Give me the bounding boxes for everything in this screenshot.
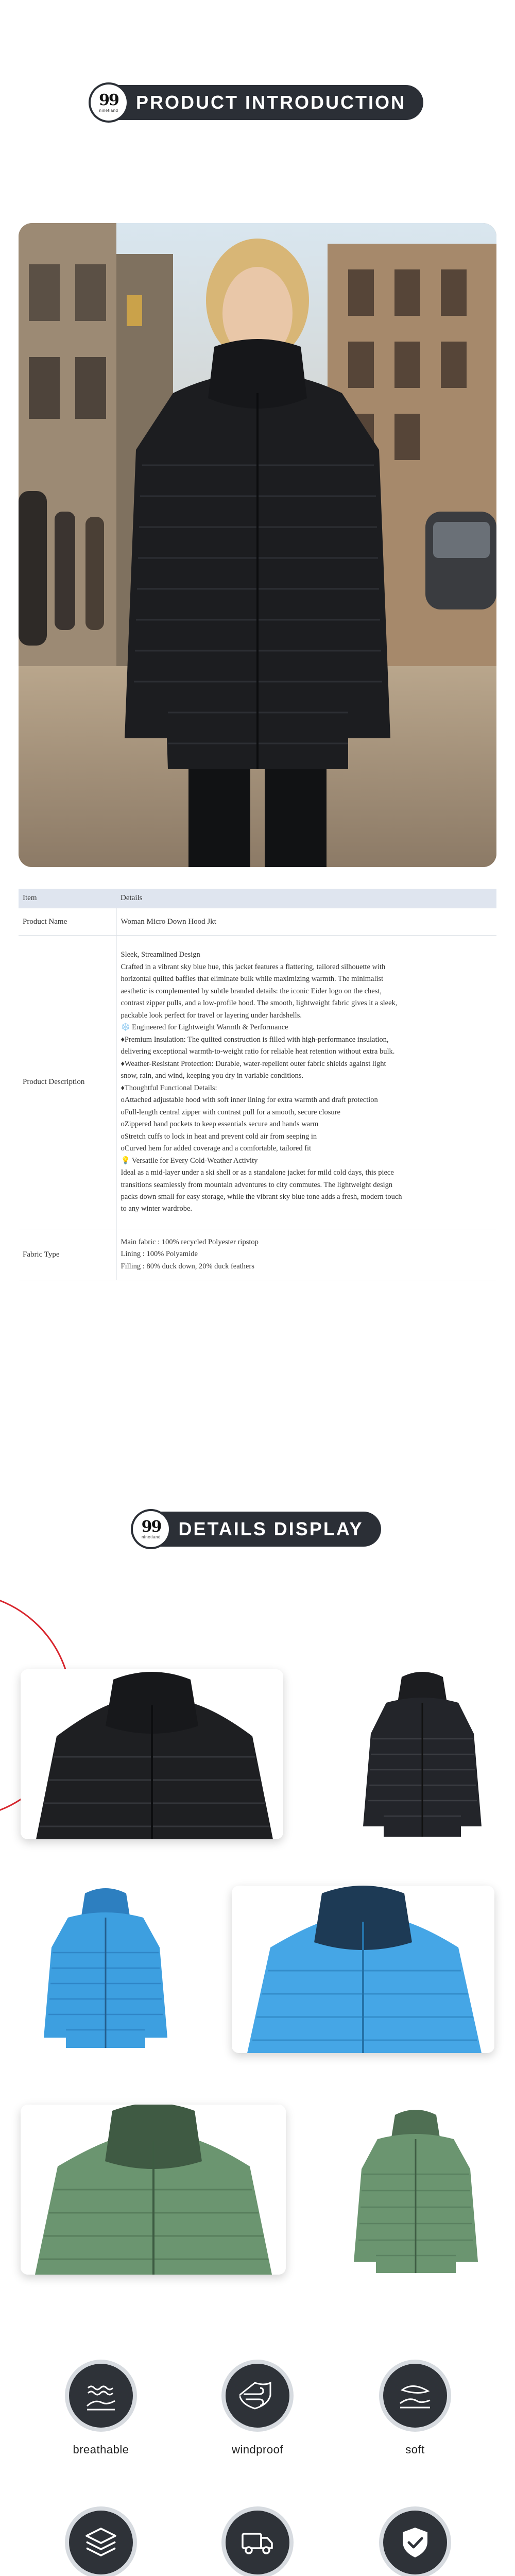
description-line: oZippered hand pockets to keep essentials secure and hands warm [121, 1120, 319, 1129]
description-line: oFull-length central zipper with contrast pull for a smooth, secure closure [121, 1108, 340, 1116]
description-line: transitions seamlessly from mountain adventures to city commutes. The lightweight design [121, 1180, 393, 1189]
detail-green-full [345, 2107, 487, 2277]
header-item: Item [19, 889, 116, 908]
description-line: oCurved hem for added coverage and a comfortable, tailored fit [121, 1144, 312, 1153]
logo-mark: 99 [99, 91, 118, 109]
feather-hand-icon [397, 2378, 433, 2414]
delivery-truck-icon [239, 2524, 276, 2561]
description-line: ❄️ Engineered for Lightweight Warmth & Performance [121, 1023, 288, 1032]
section-title: PRODUCT INTRODUCTION [136, 92, 406, 113]
description-line: oAttached adjustable hood with soft inner lining for extra warmth and draft protection [121, 1096, 378, 1105]
feature-breathable [44, 2360, 158, 2456]
feature-icon-disc [383, 2364, 447, 2428]
feature-label: breathable [73, 2443, 129, 2456]
wind-shield-icon [239, 2378, 276, 2414]
table-row-product-name [19, 908, 496, 936]
feature-icon-disc [69, 2511, 133, 2574]
section-title: DETAILS DISPLAY [178, 1518, 364, 1539]
description-label: Product Description [19, 936, 116, 1229]
fabric-line: Lining : 100% Polyamide [121, 1250, 198, 1259]
feature-label: windproof [232, 2443, 283, 2456]
fabric-label: Fabric Type [19, 1229, 116, 1280]
feature-quick-delivery [201, 2506, 314, 2576]
feature-icon-ring [379, 2360, 451, 2432]
description-line: packs down small for easy storage, while the vibrant sky blue tone adds a fresh, modern touch [121, 1192, 402, 1201]
feature-thickened-material [44, 2506, 158, 2576]
description-line: ♦Premium Insulation: The quilted construction is filled with high-performance insulation, [121, 1035, 389, 1044]
description-line: packable look perfect for travel or layering under hardshells. [121, 1011, 302, 1020]
detail-blue-closeup [232, 1886, 494, 2053]
description-line: oStretch cuffs to lock in heat and prevent cold air from seeping in [121, 1132, 317, 1141]
hero-model-photo [19, 223, 496, 867]
feature-icon-ring [65, 2360, 137, 2432]
feature-quality-assurance [358, 2506, 472, 2576]
details-title-pill [134, 1512, 381, 1547]
header-details: Details [116, 889, 496, 908]
feature-soft [358, 2360, 472, 2456]
layers-icon [83, 2524, 119, 2561]
detail-blue-full [36, 1886, 175, 2050]
product-name-value: Woman Micro Down Hood Jkt [116, 908, 496, 936]
brand-logo [91, 84, 127, 121]
description-line: delivering exceptional warmth-to-weight ratio for reliable heat retention without extra bulk. [121, 1047, 395, 1056]
description-line: to any winter wardrobe. [121, 1205, 193, 1213]
detail-green-closeup [21, 2105, 286, 2275]
feature-icon-ring [221, 2360, 294, 2432]
wave-hand-icon [83, 2378, 119, 2414]
description-line: ♦Thoughtful Functional Details: [121, 1083, 217, 1092]
feature-icon-disc [383, 2511, 447, 2574]
description-line: Sleek, Streamlined Design [121, 951, 200, 959]
intro-title-pill [92, 85, 423, 120]
fabric-line: Filling : 80% duck down, 20% duck feathers [121, 1262, 254, 1270]
feature-icon-ring [65, 2506, 137, 2576]
detail-black-full [355, 1667, 489, 1842]
description-line: contrast zipper pulls, and a low-profile hood. The smooth, lightweight fabric gives it a sleek, [121, 999, 398, 1008]
feature-windproof [201, 2360, 314, 2456]
logo-mark: 99 [141, 1517, 161, 1536]
detail-black-closeup [21, 1669, 283, 1839]
brand-logo [133, 1511, 169, 1547]
description-line: 💡 Versatile for Every Cold-Weather Activity [121, 1156, 258, 1165]
fabric-value [116, 1229, 496, 1280]
shield-check-icon [397, 2524, 433, 2561]
feature-icon-disc [69, 2364, 133, 2428]
product-name-label: Product Name [19, 908, 116, 936]
description-line: ♦Weather-Resistant Protection: Durable, water-repellent outer fabric shields against light [121, 1059, 386, 1068]
table-row-description [19, 936, 496, 1229]
description-line: Crafted in a vibrant sky blue hue, this jacket features a flattering, tailored silhouette with [121, 962, 386, 971]
feature-icon-disc [226, 2364, 289, 2428]
table-header-row [19, 889, 496, 908]
table-row-fabric [19, 1229, 496, 1280]
description-line: snow, rain, and wind, keeping you dry in variable conditions. [121, 1072, 304, 1080]
spec-table [19, 889, 496, 1280]
logo-text: ninetiand [99, 108, 118, 113]
feature-icon-ring [221, 2506, 294, 2576]
feature-label: soft [405, 2443, 425, 2456]
description-line: Ideal as a mid-layer under a ski shell or as a standalone jacket for mild cold days, this piece [121, 1168, 394, 1177]
feature-icon-ring [379, 2506, 451, 2576]
description-value [116, 936, 496, 1229]
details-section-header [0, 1512, 515, 1547]
intro-section-header [0, 85, 515, 120]
feature-icon-disc [226, 2511, 289, 2574]
fabric-line: Main fabric : 100% recycled Polyester ripstop [121, 1238, 259, 1246]
logo-text: ninetiand [141, 1534, 161, 1539]
description-line: aesthetic is complemented by subtle branded details: the iconic Eider logo on the chest, [121, 987, 382, 995]
description-line: horizontal quilted baffles that eliminate bulk while maximizing warmth. The minimalist [121, 975, 384, 984]
